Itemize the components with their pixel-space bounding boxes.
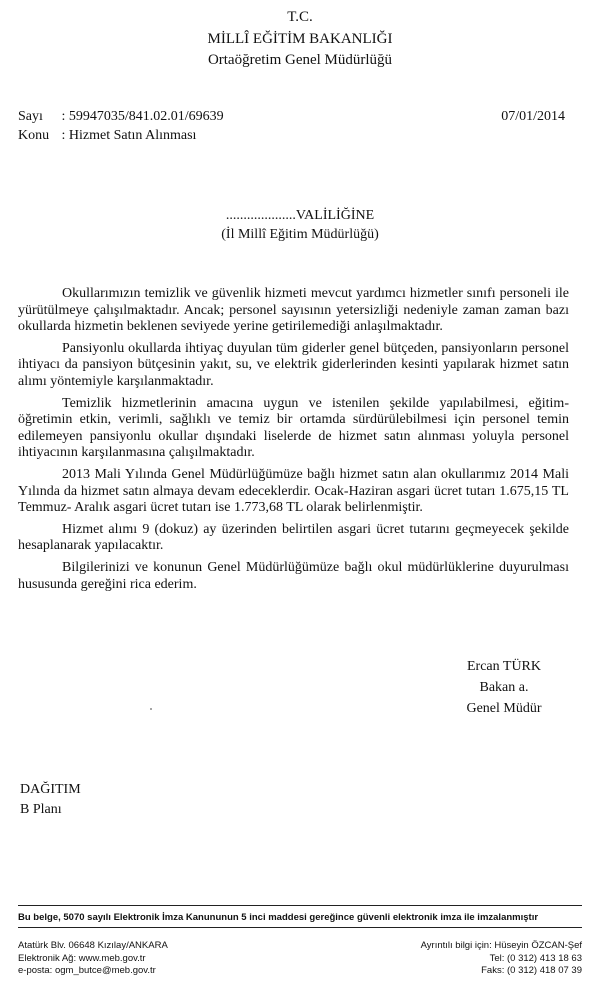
- footer-fax: Faks: (0 312) 418 07 39: [481, 965, 582, 976]
- paragraph: Okullarımızın temizlik ve güvenlik hizmeti mevcut yardımcı hizmetler sınıfı personeli ile yürütülmeye çalışılmaktadır. Ancak; personel sayısının yetersizliği nedeniyle zaman zaman bazı okullarda hizmetin beklenen seviyede yerine getirilemediği anlaşılmaktadır.: [18, 286, 569, 335]
- distribution-label: DAĞITIM: [20, 782, 81, 797]
- footer-tel: Tel: (0 312) 413 18 63: [489, 952, 582, 964]
- konu-label: Konu: [18, 128, 50, 143]
- konu-row: [18, 127, 565, 145]
- signer-name: Ercan TÜRK: [467, 659, 541, 674]
- distribution-value: B Planı: [20, 802, 62, 817]
- paragraph: Pansiyonlu okullarda ihtiyaç duyulan tüm giderler genel bütçeden, pansiyonların personel ihtiyacı da pansiyon bütçesinin yakıt, su, ve elektrik giderlerinden kesinti yapılarak hizmet satın alımı yöntemiyle karşılanmaktadır.: [18, 340, 569, 389]
- footer-contact-right: [322, 940, 582, 978]
- footer-address: Atatürk Blv. 06648 Kızılay/ANKARA: [18, 940, 168, 951]
- header-directorate: Ortaöğretim Genel Müdürlüğü: [207, 52, 393, 68]
- letter-body: [18, 286, 569, 598]
- scan-speck: [150, 708, 152, 710]
- footer-email: e-posta: ogm_butce@meb.gov.tr: [18, 965, 156, 976]
- signer-title2: Genel Müdür: [466, 701, 542, 716]
- footer-contact-left: [18, 940, 278, 978]
- paragraph: Bilgilerinizi ve konunun Genel Müdürlüğümüze bağlı okul müdürlüklerine duyurulması hususunda gereğini rica ederim.: [18, 559, 569, 592]
- sayi-row: [18, 108, 565, 126]
- konu-value: : Hizmet Satın Alınması: [61, 128, 197, 143]
- sayi-value: : 59947035/841.02.01/69639: [61, 109, 224, 124]
- footer-divider-top: [18, 905, 582, 906]
- footer-web: Elektronik Ağ: www.meb.gov.tr: [18, 952, 146, 964]
- header-tc: T.C.: [287, 9, 313, 25]
- addressee-line1: ....................VALİLİĞİNE: [225, 208, 375, 223]
- paragraph: Hizmet alımı 9 (dokuz) ay üzerinden belirtilen asgari ücret tutarını geçmeyecek şekilde hesaplanarak yapılacaktır.: [18, 521, 569, 554]
- signature-block: [444, 656, 564, 719]
- sayi-label: Sayı: [18, 109, 43, 124]
- paragraph: Temizlik hizmetlerinin amacına uygun ve istenilen şekilde yapılabilmesi, eğitim-öğretimin etkin, verimli, sağlıklı ve temiz bir ortamda sürdürülebilmesi için personel temin edilemeyen pansiyonlu okullar dışındaki liselerde de hizmet satın alınması yoluyla personel ihtiyacının karşılanmasına çalışılmaktadır.: [18, 395, 569, 461]
- e-signature-notice: Bu belge, 5070 sayılı Elektronik İmza Kanununun 5 inci maddesi gereğince güvenli elektronik imza ile imzalanmıştır: [18, 912, 539, 923]
- signer-title1: Bakan a.: [479, 680, 529, 695]
- footer-contact-person: Ayrıntılı bilgi için: Hüseyin ÖZCAN-Şef: [420, 940, 582, 951]
- footer-divider-bottom: [18, 927, 582, 928]
- document-date: 07/01/2014: [501, 109, 565, 124]
- addressee-line2: (İl Millî Eğitim Müdürlüğü): [221, 227, 379, 242]
- paragraph: 2013 Mali Yılında Genel Müdürlüğümüze bağlı hizmet satın alan okullarımız 2014 Mali Yılında da hizmet satın almaya devam edeceklerdir. Ocak-Haziran asgari ücret tutarı 1.675,15 TL Temmuz- Aralık asgari ücret tutarı ise 1.773,68 TL olarak belirlenmiştir.: [18, 466, 569, 516]
- header-ministry: MİLLÎ EĞİTİM BAKANLIĞI: [207, 31, 393, 47]
